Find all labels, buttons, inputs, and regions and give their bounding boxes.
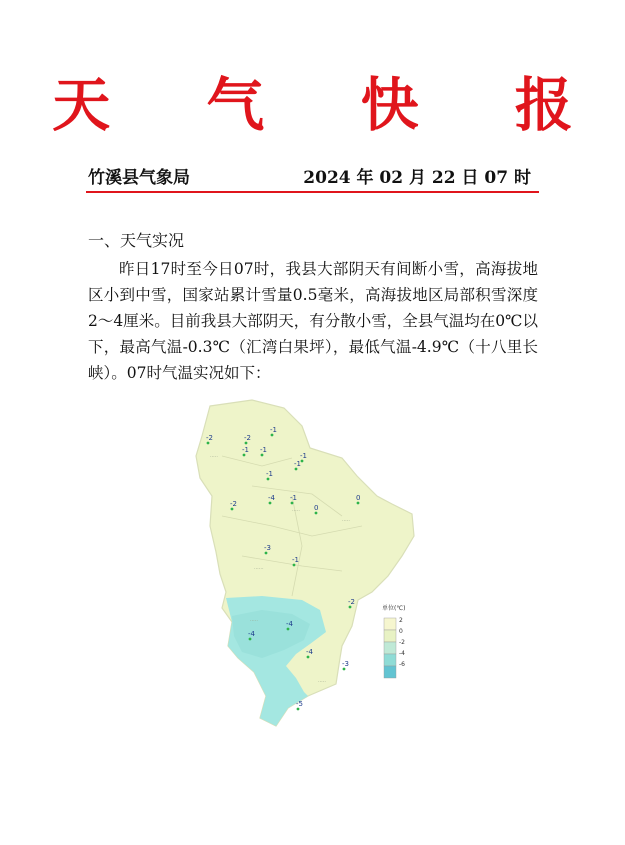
station-dot	[357, 502, 360, 505]
station-dot	[297, 708, 300, 711]
station-temperature-label: 0	[314, 504, 319, 512]
legend-tick-label: -6	[399, 661, 405, 668]
station-dot	[295, 468, 298, 471]
station-temperature-label: -2	[206, 434, 213, 442]
station-dot	[315, 512, 318, 515]
station-dot	[245, 442, 248, 445]
legend-swatch	[384, 618, 396, 630]
temperature-map	[192, 396, 452, 736]
station-dot	[293, 564, 296, 567]
station-dot	[343, 668, 346, 671]
legend-tick-label: 2	[399, 617, 403, 624]
station-temperature-label: -4	[286, 620, 293, 628]
station-dot	[291, 502, 294, 505]
svg-text:·····: ·····	[250, 618, 258, 624]
station-temperature-label: -4	[268, 494, 275, 502]
section-heading: 一、天气实况	[88, 231, 185, 250]
svg-text:·····: ·····	[342, 518, 350, 524]
station-dot	[271, 434, 274, 437]
station-temperature-label: -3	[342, 660, 349, 668]
station-dot	[231, 508, 234, 511]
legend-swatch	[384, 654, 396, 666]
station-dot	[269, 502, 272, 505]
legend-swatch	[384, 642, 396, 654]
bulletin-title: 天 气 快 报	[52, 71, 611, 139]
legend-swatch	[384, 630, 396, 642]
station-temperature-label: -5	[296, 700, 303, 708]
station-dot	[287, 628, 290, 631]
svg-text:······: ······	[254, 566, 264, 572]
station-dot	[307, 656, 310, 659]
legend-title: 单位(℃)	[382, 605, 406, 612]
station-temperature-label: -1	[266, 470, 273, 478]
issue-date: 2024 年 02 月 22 日 07 时	[303, 168, 531, 188]
svg-text:·····: ·····	[210, 454, 218, 460]
station-temperature-label: -1	[292, 556, 299, 564]
station-temperature-label: -4	[306, 648, 313, 656]
svg-text:·····: ·····	[318, 679, 326, 685]
station-temperature-label: -1	[242, 446, 249, 454]
station-dot	[243, 454, 246, 457]
station-temperature-label: -1	[300, 452, 307, 460]
station-temperature-label: -1	[260, 446, 267, 454]
station-temperature-label: -2	[230, 500, 237, 508]
legend-swatch	[384, 666, 396, 678]
legend-tick-label: 0	[399, 628, 403, 635]
svg-text:·····: ·····	[292, 508, 300, 514]
station-dot	[349, 606, 352, 609]
station-temperature-label: -1	[290, 494, 297, 502]
station-dot	[267, 478, 270, 481]
station-dot	[207, 442, 210, 445]
station-dot	[249, 638, 252, 641]
station-temperature-label: -3	[264, 544, 271, 552]
weather-summary-paragraph: 昨日17时至今日07时，我县大部阴天有间断小雪，高海拔地区小到中雪，国家站累计雪量0.5毫米，高海拔地区局部积雪深度2～4厘米。目前我县大部阴天，有分散小雪，全县气温均在0℃以下，最高气温-0.3℃（汇湾白果坪），最低气温-4.9℃（十八里长峡）。07时气温实况如下：	[88, 260, 538, 382]
county-shape-warm	[196, 400, 414, 726]
map-legend	[382, 604, 405, 678]
station-dot	[301, 460, 304, 463]
station-temperature-label: -1	[270, 426, 277, 434]
legend-tick-label: -2	[399, 639, 405, 646]
station-temperature-label: -2	[348, 598, 355, 606]
station-temperature-label: -1	[294, 460, 301, 468]
header-divider	[86, 191, 539, 193]
station-dot	[261, 454, 264, 457]
station-dot	[265, 552, 268, 555]
station-temperature-label: -4	[248, 630, 255, 638]
issuing-organization: 竹溪县气象局	[88, 168, 190, 188]
temperature-map-svg	[192, 396, 452, 736]
station-temperature-label: 0	[356, 494, 361, 502]
station-temperature-label: -2	[244, 434, 251, 442]
legend-tick-label: -4	[399, 650, 405, 657]
